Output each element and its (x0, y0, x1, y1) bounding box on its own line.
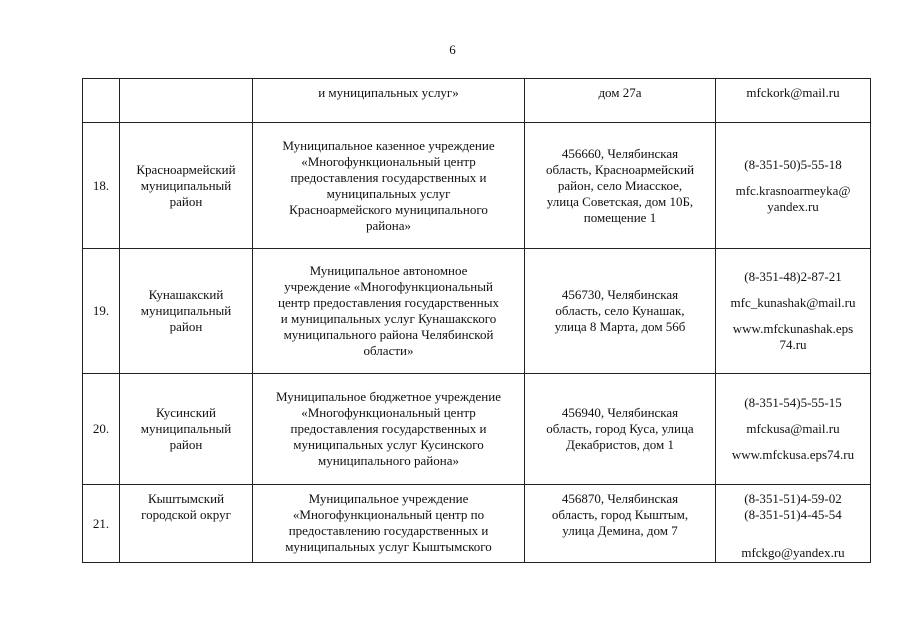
address-cell (525, 79, 716, 123)
district-line: район (169, 319, 203, 334)
organization-line: Муниципальное учреждение (308, 491, 469, 506)
organization-line: «Многофункциональный центр (301, 153, 476, 169)
email-link[interactable]: mfckgo@yandex.ru (741, 545, 845, 560)
address-cell (525, 249, 716, 374)
table-row (83, 123, 871, 249)
table-row (83, 374, 871, 485)
phone-number: (8-351-48)2-87-21 (744, 269, 842, 284)
address-line: район, село Миасское, (557, 177, 683, 193)
organization-line: предоставления государственных и (290, 169, 487, 185)
address-cell (525, 374, 716, 485)
address-cell (525, 123, 716, 249)
district-line: Кунашакский (148, 287, 224, 302)
organization-cell (253, 374, 525, 485)
organization-line: центр предоставления государственных (278, 295, 499, 310)
address-line: улица Демина, дом 7 (562, 523, 678, 538)
district-cell (120, 123, 253, 249)
contacts-cell (716, 485, 871, 563)
address-line: область, город Кыштым, (551, 507, 689, 522)
district-cell (120, 249, 253, 374)
address-line: улица Советская, дом 10Б, (546, 193, 694, 209)
phone-number: (8-351-51)4-59-02 (744, 491, 842, 506)
address-line: 456660, Челябинская (561, 145, 679, 161)
district-line: Красноармейский (136, 161, 236, 177)
organization-cell (253, 123, 525, 249)
address-line: 456940, Челябинская (561, 405, 679, 420)
district-cell (120, 485, 253, 563)
organization-line: «Многофункциональный центр по (292, 507, 485, 522)
address-line: дом 27а (598, 85, 642, 100)
address-cell (525, 485, 716, 563)
email-link[interactable]: mfckork@mail.ru (746, 85, 840, 100)
row-number: 21. (83, 485, 120, 563)
address-line: 456730, Челябинская (561, 287, 679, 302)
address-line: улица 8 Марта, дом 56б (554, 319, 686, 334)
address-line: помещение 1 (583, 209, 657, 225)
organization-line: Красноармейского муниципального (289, 201, 488, 217)
organization-line: Муниципальное автономное (309, 263, 468, 278)
address-line: область, село Кунашак, (555, 303, 685, 318)
mfc-registry-table (82, 78, 871, 563)
website-link[interactable]: www.mfckusa.eps74.ru (731, 447, 855, 462)
organization-line: района» (366, 217, 411, 233)
district-line: городской округ (141, 507, 231, 522)
organization-line: муниципального района» (318, 453, 459, 468)
email-link[interactable]: mfckusa@mail.ru (746, 421, 840, 436)
table-row (83, 485, 871, 563)
organization-line: муниципальных услуг Кыштымского (285, 539, 492, 554)
email-link[interactable]: yandex.ru (767, 198, 819, 214)
address-line: область, город Куса, улица (546, 421, 694, 436)
contacts-cell (716, 249, 871, 374)
district-line: муниципальный (140, 303, 232, 318)
page-number: 6 (449, 42, 456, 57)
district-line: район (169, 437, 203, 452)
phone-number: (8-351-54)5-55-15 (744, 395, 842, 410)
email-link[interactable]: mfc_kunashak@mail.ru (730, 295, 856, 310)
district-cell (120, 374, 253, 485)
district-line: муниципальный (140, 421, 232, 436)
district-line: Кусинский (156, 405, 216, 420)
phone-number: (8-351-51)4-45-54 (744, 507, 842, 522)
table-row (83, 249, 871, 374)
contacts-cell (716, 374, 871, 485)
organization-line: муниципального района Челябинской (283, 327, 494, 342)
organization-line: предоставления государственных и (290, 421, 487, 436)
organization-cell (253, 485, 525, 563)
row-number: 20. (83, 374, 120, 485)
contacts-cell (716, 79, 871, 123)
phone-number: (8-351-50)5-55-18 (744, 156, 842, 172)
address-line: Декабристов, дом 1 (565, 437, 675, 452)
organization-line: предоставлению государственных и (288, 523, 489, 538)
organization-line: Муниципальное казенное учреждение (282, 137, 495, 153)
website-link[interactable]: 74.ru (779, 337, 807, 352)
organization-line: муниципальных услуг Кусинского (293, 437, 484, 452)
district-line: муниципальный (140, 177, 232, 193)
district-line: Кыштымский (147, 491, 225, 506)
organization-line: «Многофункциональный центр (301, 405, 476, 420)
organization-line: области» (363, 343, 414, 358)
website-link[interactable]: www.mfckunashak.eps (732, 321, 854, 336)
organization-line: Муниципальное бюджетное учреждение (276, 389, 501, 404)
address-line: 456870, Челябинская (561, 491, 679, 506)
row-number: 19. (83, 249, 120, 374)
email-link[interactable]: mfc.krasnoarmeyka@ (735, 182, 851, 198)
organization-line: муниципальных услуг (326, 185, 451, 201)
organization-cell (253, 79, 525, 123)
table-row-continuation (83, 79, 871, 123)
organization-line: и муниципальных услуг» (318, 85, 459, 100)
organization-cell (253, 249, 525, 374)
row-number: 18. (83, 123, 120, 249)
row-number-cell (83, 79, 120, 123)
district-line: район (169, 193, 203, 209)
district-cell (120, 79, 253, 123)
organization-line: и муниципальных услуг Кунашакского (280, 311, 497, 326)
organization-line: учреждение «Многофункциональный (284, 279, 493, 294)
contacts-cell (716, 123, 871, 249)
address-line: область, Красноармейский (545, 161, 695, 177)
